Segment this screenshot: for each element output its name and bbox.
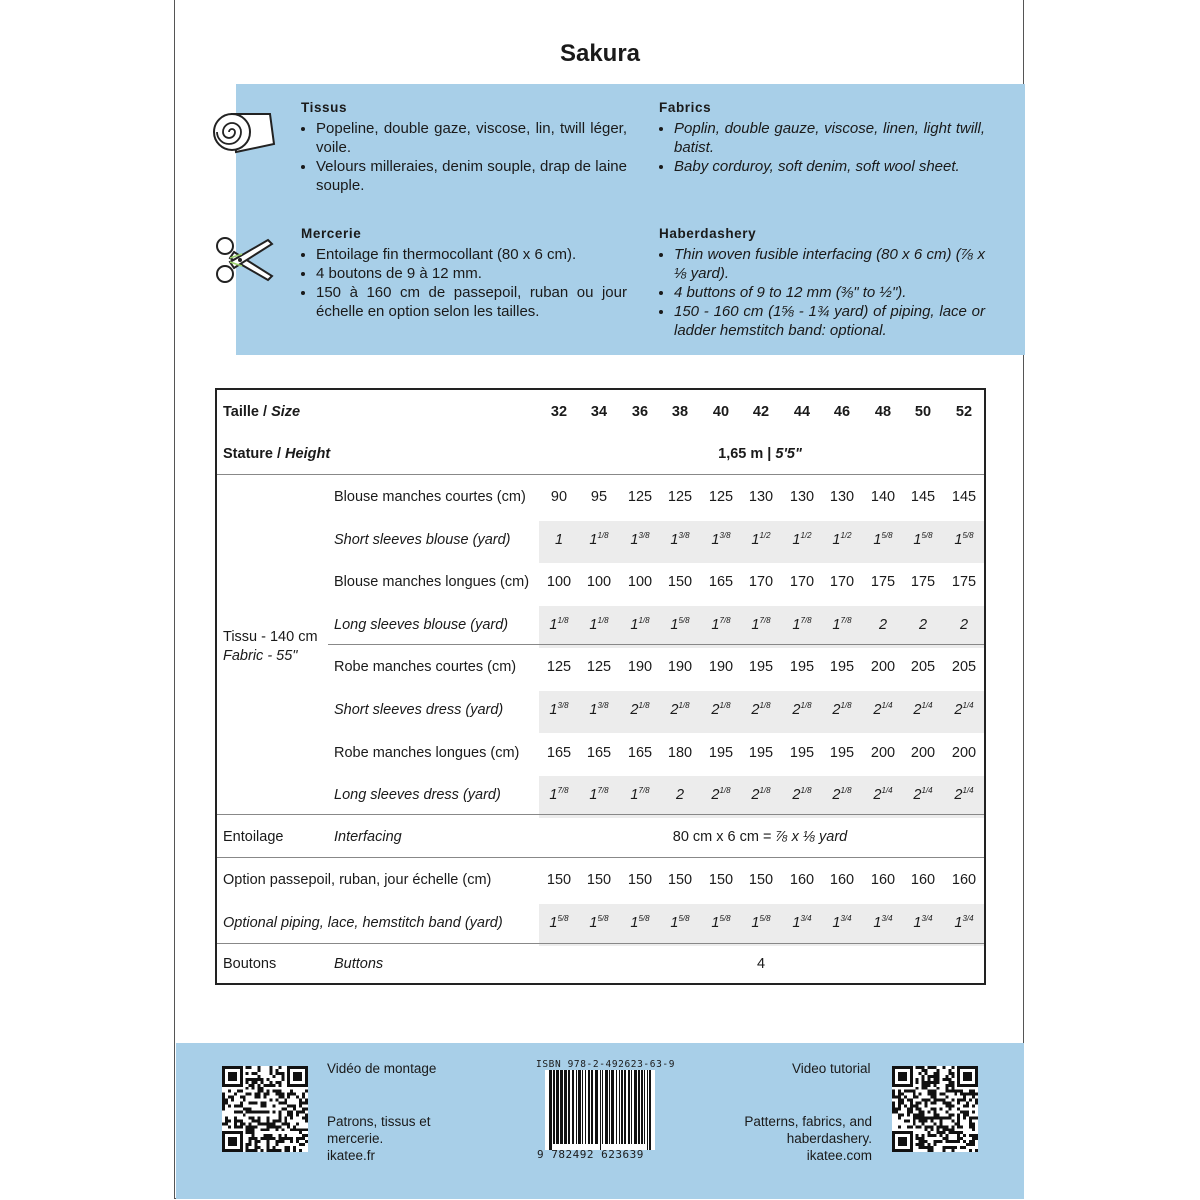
row-value: 150 [748,872,774,888]
row-value: $2^{1/4}$ [873,786,893,804]
footer-video-fr: Vidéo de montage [327,1061,437,1076]
row-value: 100 [586,574,612,591]
footer-patterns-en [732,1113,872,1164]
scissors-icon [214,234,276,291]
row-value: 170 [748,574,774,591]
row-value: $2^{1/8}$ [711,701,731,718]
row-value: $1^{5/8}$ [549,913,569,931]
row-label: Long sleeves blouse (yard) [334,616,509,633]
row-value: $1^{5/8}$ [751,913,771,931]
row-value: 2 [918,616,928,633]
row-label: Blouse manches longues (cm) [334,574,530,591]
tissu-label [223,628,318,666]
row-value: $1^{1/8}$ [549,615,569,633]
height-value-metric: 1,65 m | [718,446,772,462]
row-value: 190 [708,659,734,676]
mercerie-title: Mercerie [301,226,362,241]
fabrics-item: • Baby corduroy, soft denim, soft wool sheet. [674,157,985,176]
footer-patterns-fr-line: Patrons, tissus et [327,1114,431,1129]
row-value: 95 [590,489,608,505]
height-value [700,446,820,462]
row-value: 195 [829,744,855,761]
row-value: $2^{1/4}$ [913,701,933,718]
row-value: $1^{3/4}$ [954,913,974,931]
entoilage-label-fr: Entoilage [223,829,284,845]
row-value: $1^{5/8}$ [711,913,731,931]
size-header [223,404,300,420]
row-value: 150 [586,872,612,888]
row-value: 160 [951,872,977,888]
row-label: Option passepoil, ruban, jour échelle (cm) [223,872,492,888]
row-value: 195 [708,744,734,761]
fabric-roll-icon [212,106,278,163]
isbn-label: ISBN 978-2-492623-63-9 [536,1059,676,1070]
row-value: 145 [951,489,977,505]
boutons-label-en: Buttons [334,956,384,972]
entoilage-value-imperial: ⅞ x ⅛ yard [775,829,848,845]
row-value: $2^{1/8}$ [751,701,771,718]
row-value: $2^{1/8}$ [630,701,650,718]
row-value: 125 [708,489,734,505]
row-value: 175 [910,574,936,591]
row-value: $1^{7/8}$ [589,786,609,804]
table-divider [217,474,984,475]
row-value: $1^{1/8}$ [589,530,609,548]
row-value: 195 [748,744,774,761]
row-value: $1^{1/2}$ [792,530,812,548]
row-value: 150 [627,872,653,888]
page-title: Sakura [559,40,641,67]
row-label: Blouse manches courtes (cm) [334,489,526,505]
size-column-header: 46 [833,404,851,420]
row-value: $1^{1/8}$ [589,615,609,633]
haberdashery-item: • 4 buttons of 9 to 12 mm (⅜" to ½"). [674,283,985,302]
row-value: 125 [667,489,693,505]
row-value: 100 [627,574,653,591]
row-label: Robe manches longues (cm) [334,744,520,761]
entoilage-value-metric: 80 cm x 6 cm = [672,829,772,845]
tissus-section [301,98,627,195]
row-value: $1^{3/4}$ [913,913,933,931]
row-value: 180 [667,744,693,761]
row-value: 195 [789,659,815,676]
row-label: Long sleeves dress (yard) [334,787,501,804]
row-value: $1^{1/8}$ [630,615,650,633]
row-value: 205 [951,659,977,676]
footer-patterns-fr-line: mercerie. [327,1131,384,1146]
table-divider [217,814,984,815]
haberdashery-title: Haberdashery [659,226,757,241]
row-value: $1^{3/8}$ [630,530,650,548]
barcode-number: 9 782492 623639 [537,1148,644,1161]
row-value: $1^{7/8}$ [792,615,812,633]
row-value: $2^{1/4}$ [913,786,933,804]
row-value: $1^{5/8}$ [670,913,690,931]
row-value: $1^{7/8}$ [832,615,852,633]
row-value: 125 [627,489,653,505]
row-value: 175 [870,574,896,591]
row-value: 200 [910,744,936,761]
row-value: 205 [910,659,936,676]
mercerie-section [301,224,627,321]
row-value: $2^{1/4}$ [954,786,974,804]
row-value: 170 [829,574,855,591]
row-value: $1^{7/8}$ [751,615,771,633]
row-value: $1^{3/8}$ [711,530,731,548]
row-value: 160 [910,872,936,888]
size-column-header: 34 [590,404,608,420]
barcode [545,1070,655,1155]
height-value-imperial: 5'5" [775,446,802,462]
row-value: $1^{1/2}$ [751,530,771,548]
row-value: 200 [951,744,977,761]
row-value: 130 [829,489,855,505]
size-column-header: 32 [550,404,568,420]
row-value: 130 [748,489,774,505]
row-value: $1^{5/8}$ [954,530,974,548]
row-value: $1^{5/8}$ [670,615,690,633]
row-value: $2^{1/8}$ [792,701,812,718]
row-value: $1^{3/8}$ [549,701,569,718]
tissus-item: • Popeline, double gaze, viscose, lin, twill léger, voile. [316,119,627,157]
row-value: $1^{5/8}$ [913,530,933,548]
table-divider [328,644,984,645]
size-column-header: 42 [752,404,770,420]
size-label-fr: Taille / [223,404,268,420]
qr-code-fr[interactable] [222,1066,308,1157]
row-value: 160 [789,872,815,888]
row-value: 150 [667,574,693,591]
row-value: 165 [708,574,734,591]
row-value: $2^{1/8}$ [751,786,771,804]
size-column-header: 38 [671,404,689,420]
footer-patterns-en-line: Patterns, fabrics, and [744,1114,872,1129]
row-value: $1^{3/4}$ [832,913,852,931]
mercerie-item: • Entoilage fin thermocollant (80 x 6 cm). [316,245,627,264]
row-value: $2^{1/4}$ [954,701,974,718]
entoilage-value [640,829,880,845]
row-value: $1^{5/8}$ [630,913,650,931]
row-value: 2 [959,616,969,633]
table-divider [217,943,984,944]
row-value: 125 [546,659,572,676]
fabrics-title: Fabrics [659,100,712,115]
qr-code-en[interactable] [892,1066,978,1157]
footer-video-en: Video tutorial [792,1061,871,1076]
haberdashery-item: • 150 - 160 cm (1⅝ - 1¾ yard) of piping, lace or ladder hemstitch band: optional. [674,302,985,340]
row-value: 160 [829,872,855,888]
row-value: 150 [667,872,693,888]
row-value: 2 [878,616,888,633]
height-header [223,446,330,462]
row-value: $2^{1/4}$ [873,701,893,718]
row-value: $2^{1/8}$ [670,701,690,718]
tissu-label-en: Fabric - 55" [223,648,298,664]
row-value: 150 [546,872,572,888]
row-value: 130 [789,489,815,505]
footer-site-fr[interactable]: ikatee.fr [327,1148,376,1163]
row-value: $2^{1/8}$ [792,786,812,804]
table-divider [217,857,984,858]
row-value: 150 [708,872,734,888]
row-value: 175 [951,574,977,591]
row-label: Optional piping, lace, hemstitch band (yard) [223,914,503,931]
entoilage-label-en: Interfacing [334,829,402,845]
size-column-header: 50 [914,404,932,420]
row-value: 165 [546,744,572,761]
height-label-en: Height [285,446,331,462]
row-value: $1^{7/8}$ [630,786,650,804]
row-value: $1^{3/8}$ [670,530,690,548]
size-chart-table [215,388,986,985]
size-column-header: 48 [874,404,892,420]
row-value: 190 [667,659,693,676]
row-value: 195 [748,659,774,676]
tissus-item: • Velours milleraies, denim souple, drap de laine souple. [316,157,627,195]
row-value: 140 [870,489,896,505]
row-value: $1^{7/8}$ [711,615,731,633]
boutons-label-fr: Boutons [223,956,277,972]
row-value: 165 [586,744,612,761]
row-value: 125 [586,659,612,676]
row-value: $1^{5/8}$ [873,530,893,548]
row-value: 145 [910,489,936,505]
fabrics-section [659,98,985,176]
size-column-header: 36 [631,404,649,420]
row-label: Short sleeves dress (yard) [334,702,504,718]
footer-patterns-fr [327,1113,431,1164]
size-column-header: 44 [793,404,811,420]
row-label: Short sleeves blouse (yard) [334,531,511,548]
footer-site-en[interactable]: ikatee.com [806,1148,872,1163]
row-value: 200 [870,659,896,676]
tissu-label-fr: Tissu - 140 cm [223,629,318,645]
size-column-header: 40 [712,404,730,420]
row-value: 170 [789,574,815,591]
row-value: $2^{1/8}$ [711,786,731,804]
row-value: $1^{3/4}$ [873,913,893,931]
row-value: 90 [550,489,568,505]
row-value: $1^{7/8}$ [549,786,569,804]
mercerie-item: • 150 à 160 cm de passepoil, ruban ou jour échelle en option selon les tailles. [316,283,627,321]
row-value: 1 [554,531,564,548]
row-value: 190 [627,659,653,676]
row-value: 200 [870,744,896,761]
row-value: $1^{3/4}$ [792,913,812,931]
row-value: $1^{5/8}$ [589,913,609,931]
row-value: 195 [789,744,815,761]
height-label-fr: Stature / [223,446,282,462]
fabrics-item: • Poplin, double gauze, viscose, linen, light twill, batist. [674,119,985,157]
row-value: $2^{1/8}$ [832,701,852,718]
row-value: $1^{3/8}$ [589,701,609,718]
row-value: 100 [546,574,572,591]
row-label: Robe manches courtes (cm) [334,659,517,676]
mercerie-item: • 4 boutons de 9 à 12 mm. [316,264,627,283]
row-value: 165 [627,744,653,761]
boutons-value: 4 [756,956,766,972]
size-column-header: 52 [955,404,973,420]
tissus-title: Tissus [301,100,348,115]
row-value: 160 [870,872,896,888]
row-value: $2^{1/8}$ [832,786,852,804]
row-value: $1^{1/2}$ [832,530,852,548]
row-value: 2 [675,787,685,804]
row-value: 195 [829,659,855,676]
footer-patterns-en-line: haberdashery. [786,1131,872,1146]
haberdashery-item: • Thin woven fusible interfacing (80 x 6 cm) (⅞ x ⅛ yard). [674,245,985,283]
size-label-en: Size [271,404,301,420]
haberdashery-section [659,224,985,340]
